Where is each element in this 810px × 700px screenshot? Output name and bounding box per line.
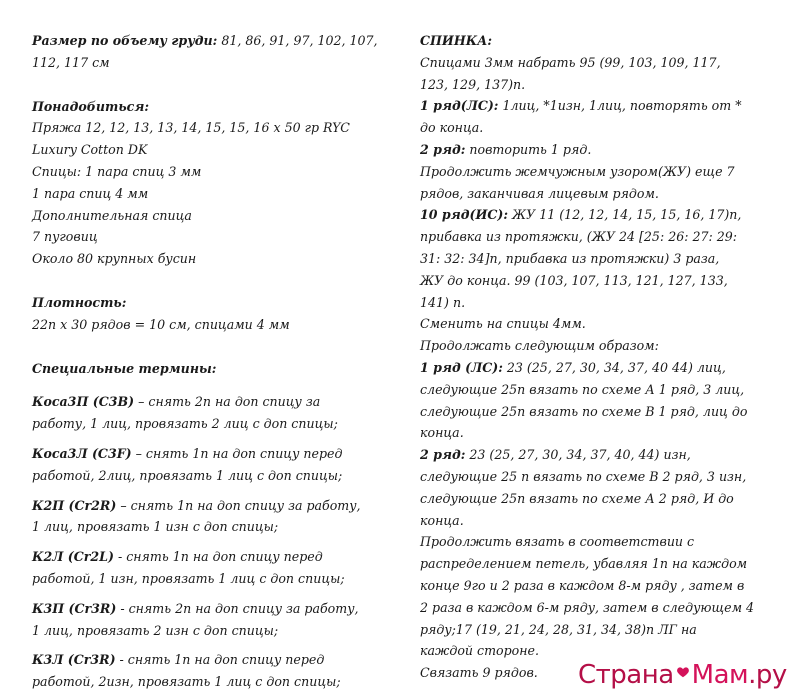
size-line-1 xyxy=(32,30,404,52)
term-definition-cont: работу, 1 лиц, провязать 2 лиц с доп спицы; xyxy=(32,416,338,432)
intro-line: 123, 129, 137)п. xyxy=(420,76,526,92)
row-text-cont: следующие 25п вязать по схеме В 1 ряд, лиц до xyxy=(420,403,748,419)
term-name: К3П (Cr3R) xyxy=(32,600,117,616)
term-definition-cont: 1 лиц, провязать 2 изн с доп спицы; xyxy=(32,622,279,638)
row-text-cont: 31: 32: 34]п, прибавка из протяжки) 3 раза, xyxy=(420,250,720,266)
term-definition: – снять 1п на доп спицу за работу, xyxy=(116,497,361,513)
term-definition: – снять 2п на доп спицу за xyxy=(134,394,321,410)
intro-line: Спицами 3мм набрать 95 (99, 103, 109, 117, xyxy=(420,54,721,70)
materials-line: Пряжа 12, 12, 13, 13, 14, 15, 15, 16 x 50 гр RYC xyxy=(32,120,350,136)
row-text-cont: конца. xyxy=(420,425,464,441)
right-column xyxy=(420,30,792,684)
instruction-line: распределением петель, убавляя 1п на каждом xyxy=(420,556,748,572)
instruction-line: конце 9го и 2 раза в каждом 8-м ряду , затем в xyxy=(420,577,745,593)
watermark-logo xyxy=(578,660,787,690)
term-definition: - снять 2п на доп спицу за работу, xyxy=(116,600,359,616)
size-values: 81, 86, 91, 97, 102, 107, xyxy=(221,33,378,48)
term-definition: - снять 1п на доп спицу перед xyxy=(115,652,325,668)
row-text-cont: следующие 25п вязать по схеме А 2 ряд, И до xyxy=(420,490,734,506)
back-heading: СПИНКА: xyxy=(420,33,493,48)
row-text: повторить 1 ряд. xyxy=(465,141,592,157)
gauge-heading: Плотность: xyxy=(32,294,127,310)
instruction-line: Продолжать следующим образом: xyxy=(420,338,659,354)
materials-line: 1 пара спиц 4 мм xyxy=(32,185,149,201)
row-text-cont: до конца. xyxy=(420,120,484,136)
terms-heading: Специальные термины: xyxy=(32,360,217,376)
term-definition-cont: 1 лиц, провязать 1 изн с доп спицы; xyxy=(32,519,279,535)
row-text-cont: ЖУ до конца. 99 (103, 107, 113, 121, 127, 133, xyxy=(420,272,728,288)
row-label: 10 ряд(ИС): xyxy=(420,207,508,223)
materials-line: Дополнительная спица xyxy=(32,207,192,223)
term-definition-cont: работой, 1 изн, провязать 1 лиц с доп спицы; xyxy=(32,570,345,586)
row-label: 1 ряд (ЛС): xyxy=(420,359,503,375)
instruction-line: Связать 9 рядов. xyxy=(420,665,538,681)
row-text-cont: 141) п. xyxy=(420,294,466,310)
materials-line: Luxury Cotton DK xyxy=(32,142,148,158)
row-text-cont: конца. xyxy=(420,512,464,528)
instruction-line: Сменить на спицы 4мм. xyxy=(420,316,586,332)
instruction-line: 2 раза в каждом 6-м ряду, затем в следующем 4 xyxy=(420,599,755,615)
term-definition: – снять 1п на доп спицу перед xyxy=(131,445,343,461)
row-text-cont: прибавка из протяжки, (ЖУ 24 [25: 26: 27: 29: xyxy=(420,229,738,245)
term-name: К2П (Cr2R) xyxy=(32,497,117,513)
watermark-text: .ру xyxy=(748,660,787,690)
gauge-line: 22п x 30 рядов = 10 см, спицами 4 мм xyxy=(32,316,290,332)
term-definition: - снять 1п на доп спицу перед xyxy=(113,549,323,565)
term-definition-cont: работой, 2лиц, провязать 1 лиц с доп спицы; xyxy=(32,467,343,483)
term-item xyxy=(32,387,404,435)
row-text-cont: следующие 25 п вязать по схеме В 2 ряд, 3 изн, xyxy=(420,468,747,484)
term-name: Коса3Л (C3F) xyxy=(32,445,132,461)
instruction-line: Продолжить вязать в соответствии с xyxy=(420,534,695,550)
materials-heading: Понадобиться: xyxy=(32,98,150,114)
row-text-cont: следующие 25п вязать по схеме А 1 ряд, 3 лиц, xyxy=(420,381,745,397)
term-item xyxy=(32,439,404,487)
term-item xyxy=(32,491,404,539)
term-name: К2Л (Cr2L) xyxy=(32,549,114,565)
row-text: 1лиц, *1изн, 1лиц, повторять от * xyxy=(498,98,742,114)
term-name: Коса3П (С3В) xyxy=(32,394,135,410)
heart-icon xyxy=(676,665,690,679)
instruction-line: каждой стороне. xyxy=(420,643,539,659)
term-item xyxy=(32,594,404,642)
row-label: 1 ряд(ЛС): xyxy=(420,98,499,114)
term-item xyxy=(32,645,404,693)
watermark-text: Мам xyxy=(691,660,749,690)
instruction-line: рядов, заканчивая лицевым рядом. xyxy=(420,185,659,201)
watermark-text: Страна xyxy=(578,660,674,690)
row-label: 2 ряд: xyxy=(420,447,466,463)
term-name: К3Л (Cr3R) xyxy=(32,652,116,668)
row-text: 23 (25, 27, 30, 34, 37, 40, 44) изн, xyxy=(465,447,691,463)
term-definition-cont: работой, 2изн, провязать 1 лиц с доп спицы; xyxy=(32,674,341,690)
materials-line: 7 пуговиц xyxy=(32,229,98,245)
left-column xyxy=(32,30,404,697)
instruction-line: Продолжить жемчужным узором(ЖУ) еще 7 xyxy=(420,163,735,179)
row-text: 23 (25, 27, 30, 34, 37, 40 44) лиц, xyxy=(502,359,726,375)
row-label: 2 ряд: xyxy=(420,141,466,157)
term-item xyxy=(32,542,404,590)
instruction-line: ряду;17 (19, 21, 24, 28, 31, 34, 38)п ЛГ на xyxy=(420,621,697,637)
size-label: Размер по объему груди: xyxy=(32,33,218,48)
row-text: ЖУ 11 (12, 12, 14, 15, 15, 16, 17)п, xyxy=(507,207,742,223)
materials-line: Спицы: 1 пара спиц 3 мм xyxy=(32,163,202,179)
materials-line: Около 80 крупных бусин xyxy=(32,251,197,267)
size-line-2: 112, 117 см xyxy=(32,54,110,70)
